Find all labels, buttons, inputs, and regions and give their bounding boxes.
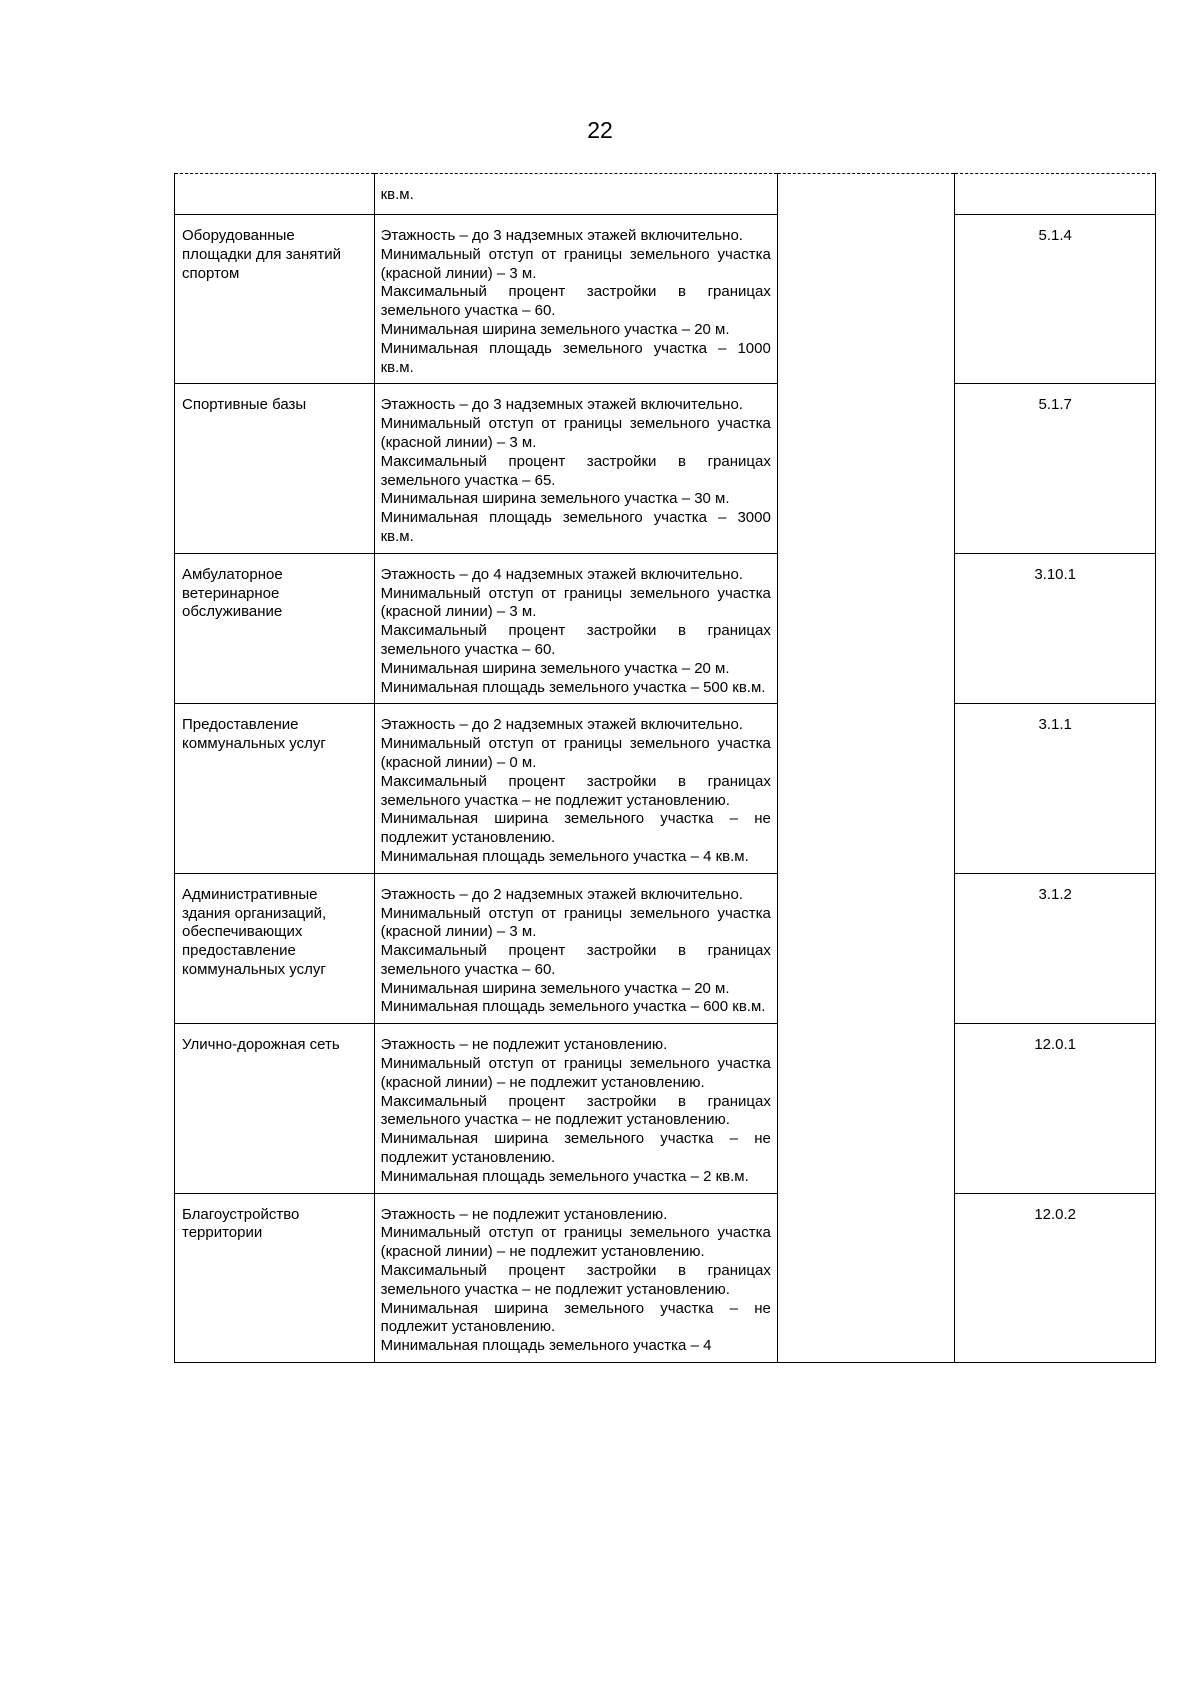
param-line: Этажность – до 3 надземных этажей включительно. bbox=[380, 396, 743, 414]
code-cell bbox=[955, 704, 1156, 873]
land-use-name: Предоставление коммунальных услуг bbox=[182, 716, 326, 753]
table-body bbox=[175, 174, 1156, 1363]
land-use-name: Улично-дорожная сеть bbox=[182, 1036, 340, 1054]
param-line: Минимальная площадь земельного участка – 3000 кв.м. bbox=[380, 509, 771, 545]
param-line: Минимальная площадь земельного участка – 1000 кв.м. bbox=[380, 339, 771, 376]
code-cell bbox=[955, 1193, 1156, 1362]
param-line: Минимальный отступ от границы земельного участка (красной линии) – 3 м. bbox=[380, 584, 771, 621]
land-use-code: 5.1.4 bbox=[1038, 227, 1072, 244]
code-cell bbox=[955, 873, 1156, 1024]
param-line: Этажность – не подлежит установлению. bbox=[380, 1205, 668, 1223]
param-line: Минимальная ширина земельного участка – не подлежит установлению. bbox=[380, 1130, 771, 1167]
name-cell bbox=[175, 873, 375, 1024]
code-cell bbox=[955, 215, 1156, 384]
land-use-code: 3.1.1 bbox=[1038, 716, 1072, 734]
param-line: Минимальная ширина земельного участка – 30 м. bbox=[380, 490, 730, 508]
param-line: Минимальная ширина земельного участка – 20 м. bbox=[380, 659, 730, 677]
name-cell bbox=[175, 215, 375, 384]
table-row bbox=[175, 873, 1156, 1024]
table-row bbox=[175, 384, 1156, 553]
code-cell bbox=[955, 1024, 1156, 1193]
param-line: Минимальный отступ от границы земельного участка (красной линии) – 3 м. bbox=[380, 904, 771, 941]
table-row-continuation bbox=[175, 174, 1156, 215]
table-row bbox=[175, 553, 1156, 704]
param-line: Максимальный процент застройки в границах земельного участка – не подлежит установлению. bbox=[380, 772, 771, 809]
param-line: Максимальный процент застройки в границах земельного участка – 60. bbox=[380, 942, 771, 978]
param-line: Этажность – до 2 надземных этажей включительно. bbox=[380, 716, 743, 734]
table-row bbox=[175, 215, 1156, 384]
land-use-code: 3.1.2 bbox=[1038, 885, 1072, 903]
name-cell bbox=[175, 174, 375, 215]
param-line: Минимальный отступ от границы земельного участка (красной линии) – 3 м. bbox=[380, 415, 771, 451]
table-row bbox=[175, 704, 1156, 873]
land-use-code: 12.0.2 bbox=[1034, 1205, 1077, 1223]
param-line: Минимальная ширина земельного участка – не подлежит установлению. bbox=[380, 810, 771, 847]
params-cell bbox=[374, 215, 777, 384]
param-line: Максимальный процент застройки в границах земельного участка – 60. bbox=[380, 622, 771, 658]
land-use-name: Оборудованные площадки для занятий спортом bbox=[182, 227, 341, 282]
param-line: Этажность – до 2 надземных этажей включительно. bbox=[380, 885, 743, 903]
param-line: Минимальный отступ от границы земельного участка (красной линии) – 3 м. bbox=[380, 245, 771, 282]
name-cell bbox=[175, 1024, 375, 1193]
params-cell bbox=[374, 704, 777, 873]
params-cell bbox=[374, 553, 777, 704]
param-line: Максимальный процент застройки в границах земельного участка – не подлежит установлению. bbox=[380, 1092, 771, 1129]
land-use-name: Благоустройство территории bbox=[182, 1205, 300, 1242]
params-cell bbox=[374, 1024, 777, 1193]
param-line: Минимальная площадь земельного участка – 600 кв.м. bbox=[380, 998, 766, 1016]
param-line: Минимальная ширина земельного участка – 20 м. bbox=[380, 979, 730, 997]
land-use-code: 5.1.7 bbox=[1038, 396, 1072, 414]
param-line: Максимальный процент застройки в границах земельного участка – 60. bbox=[380, 283, 771, 320]
params-cell bbox=[374, 1193, 777, 1362]
land-use-name: Спортивные базы bbox=[182, 396, 307, 414]
param-line: Минимальная ширина земельного участка – не подлежит установлению. bbox=[380, 1299, 771, 1336]
land-use-name: Амбулаторное ветеринарное обслуживание bbox=[182, 565, 283, 621]
name-cell bbox=[175, 384, 375, 553]
param-line: Минимальная площадь земельного участка – 500 кв.м. bbox=[380, 678, 766, 696]
table-row bbox=[175, 1193, 1156, 1362]
land-use-name: Административные здания организаций, обеспечивающих предоставление коммунальных услуг bbox=[182, 885, 327, 978]
param-line: Этажность – до 3 надземных этажей включительно. bbox=[380, 227, 743, 244]
table-row bbox=[175, 1024, 1156, 1193]
params-cell bbox=[374, 873, 777, 1024]
params-text: кв.м. bbox=[380, 186, 414, 203]
param-line: Минимальный отступ от границы земельного участка (красной линии) – не подлежит установлению. bbox=[380, 1055, 771, 1091]
param-line: Минимальная ширина земельного участка – 20 м. bbox=[380, 320, 730, 338]
param-line: Этажность – не подлежит установлению. bbox=[380, 1036, 668, 1054]
params-cell bbox=[374, 174, 777, 215]
param-line: Минимальная площадь земельного участка – 4 bbox=[380, 1337, 712, 1355]
page-number: 22 bbox=[587, 117, 613, 143]
land-use-code: 12.0.1 bbox=[1034, 1036, 1077, 1054]
param-line: Минимальная площадь земельного участка – 2 кв.м. bbox=[380, 1167, 749, 1185]
param-line: Этажность – до 4 надземных этажей включительно. bbox=[380, 565, 743, 583]
code-cell bbox=[955, 384, 1156, 553]
param-line: Минимальный отступ от границы земельного участка (красной линии) – 0 м. bbox=[380, 735, 771, 771]
param-line: Максимальный процент застройки в границах земельного участка – 65. bbox=[380, 452, 771, 489]
name-cell bbox=[175, 553, 375, 704]
code-cell bbox=[955, 553, 1156, 704]
name-cell bbox=[175, 1193, 375, 1362]
name-cell bbox=[175, 704, 375, 873]
code-cell bbox=[955, 174, 1156, 215]
param-line: Минимальная площадь земельного участка – 4 кв.м. bbox=[380, 847, 749, 865]
param-line: Максимальный процент застройки в границах земельного участка – не подлежит установлению. bbox=[380, 1262, 771, 1298]
params-cell bbox=[374, 384, 777, 553]
empty-merged-cell bbox=[777, 174, 955, 1363]
param-line: Минимальный отступ от границы земельного участка (красной линии) – не подлежит установлению. bbox=[380, 1224, 771, 1261]
regulations-table bbox=[174, 173, 1156, 1363]
land-use-code: 3.10.1 bbox=[1034, 565, 1077, 583]
